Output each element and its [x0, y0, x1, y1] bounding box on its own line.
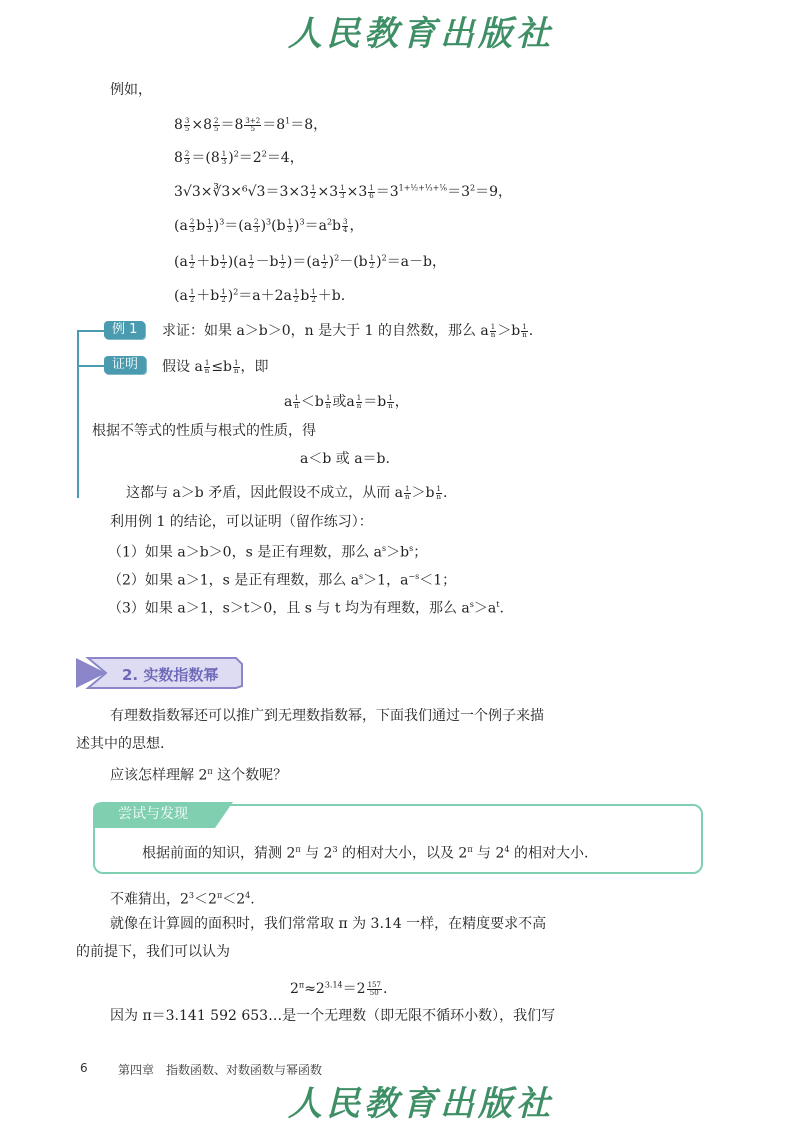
- proof-line-1: 假设 a $\frac{1}{n}$ ≤b $\frac{1}{n}$ ，即: [162, 359, 269, 375]
- page-number: 6: [80, 1061, 88, 1075]
- paragraph-2-line-1: 就像在计算圆的面积时，我们常常取 π 为 3.14 一样，在精度要求不高: [110, 916, 547, 932]
- formula-6: (a $\frac{1}{2}$ ＋b $\frac{1}{2}$ )$^2$＝a＋2a $\frac{1}{2}$ b $\frac{1}{2}$ ＋b.: [174, 287, 346, 304]
- question-text: 应该怎样理解 $2^\pi$ 这个数呢？: [110, 767, 288, 784]
- paragraph-1-line-2: 述其中的思想.: [76, 736, 165, 752]
- paragraph-3: 因为 π＝3.141 592 653…是一个无理数（即无限不循环小数），我们写: [110, 1008, 556, 1024]
- proof-tag: 证明: [104, 356, 146, 374]
- example-1-prompt: 求证：如果 a＞b＞0，n 是大于 1 的自然数，那么 a $\frac{1}{n}$ ＞b $\frac{1}{n}$ .: [162, 323, 534, 339]
- proof-line-3: 根据不等式的性质与根式的性质，得: [92, 423, 316, 439]
- guess-text: 不难猜出，$2^3<2^\pi<2^4$.: [110, 891, 255, 908]
- proof-line-4: a＜b 或 a＝b.: [300, 451, 390, 467]
- corollary-2: （2）如果 a＞1，s 是正有理数，那么 $a^s>1$，$a^{-s}<1$；: [108, 572, 457, 589]
- formula-4: (a $\frac{2}{3}$ b $\frac{1}{3}$ )$^3$＝(a $\frac{2}{3}$ )$^3$(b $\frac{1}{3}$ )$^3=a^2b$ $\frac{3}{4}$ ，: [174, 217, 364, 234]
- corollary-3: （3）如果 a＞1，s＞t＞0，且 s 与 t 均为有理数，那么 $a^s>a^t$.: [108, 600, 504, 617]
- formula-1: 8 $\frac{3}{5}$ ×8 $\frac{2}{5}$ ＝8 $\frac{3+2}{5}$ $=8^1=8$，: [174, 116, 328, 133]
- proof-line-5: 这都与 a＞b 矛盾，因此假设不成立，从而 a $\frac{1}{n}$ ＞b $\frac{1}{n}$ .: [126, 485, 448, 501]
- formula-approx: $2^\pi\approx 2^{3.14}=2$ $\frac{157}{50}$ .: [290, 980, 388, 997]
- publisher-logo-top: 人民教育出版社: [288, 14, 554, 54]
- corollary-intro: 利用例 1 的结论，可以证明（留作练习）：: [110, 514, 373, 530]
- try-discover-title: 尝试与发现: [118, 806, 188, 822]
- intro-text: 例如，: [110, 82, 152, 98]
- proof-bracket-top: [77, 365, 105, 367]
- paragraph-1-line-1: 有理数指数幂还可以推广到无理数指数幂，下面我们通过一个例子来描: [110, 708, 544, 724]
- formula-5: (a $\frac{1}{2}$ ＋b $\frac{1}{2}$ )(a $\frac{1}{2}$ －b $\frac{1}{2}$ )＝(a $\frac{1}{2}$ )$^2$－(b $\frac{1}{2}$ )$^2$＝a－b，: [174, 253, 446, 270]
- example-bracket-top: [77, 330, 105, 332]
- proof-line-2: a $\frac{1}{n}$ ＜b $\frac{1}{n}$ 或a $\frac{1}{n}$ ＝b $\frac{1}{n}$ ，: [284, 394, 409, 410]
- example-bracket-line: [77, 330, 79, 498]
- section-title: 2. 实数指数幂: [122, 666, 219, 684]
- publisher-logo-bottom: 人民教育出版社: [288, 1084, 554, 1124]
- chapter-title: 第四章 指数函数、对数函数与幂函数: [118, 1063, 323, 1077]
- formula-3: 3√3×∛3×⁶√3＝3×3 $\frac{1}{2}$ ×3 $\frac{1}{3}$ ×3 $\frac{1}{6}$ $=3^{1+\frac{1}{2}+\frac{1}{3}+\frac{1}{6}}=3^2=9$，: [174, 183, 513, 200]
- try-discover-text: 根据前面的知识，猜测 $2^\pi$ 与 $2^3$ 的相对大小，以及 $2^\pi$ 与 $2^4$ 的相对大小.: [142, 845, 589, 862]
- paragraph-2-line-2: 的前提下，我们可以认为: [76, 944, 230, 960]
- example-1-tag: 例 1: [104, 321, 145, 339]
- formula-2: 8 $\frac{2}{3}$ ＝(8 $\frac{1}{3}$ )$^2=2^2=4$，: [174, 149, 304, 166]
- corollary-1: （1）如果 a＞b＞0，s 是正有理数，那么 $a^s>b^s$；: [108, 544, 428, 561]
